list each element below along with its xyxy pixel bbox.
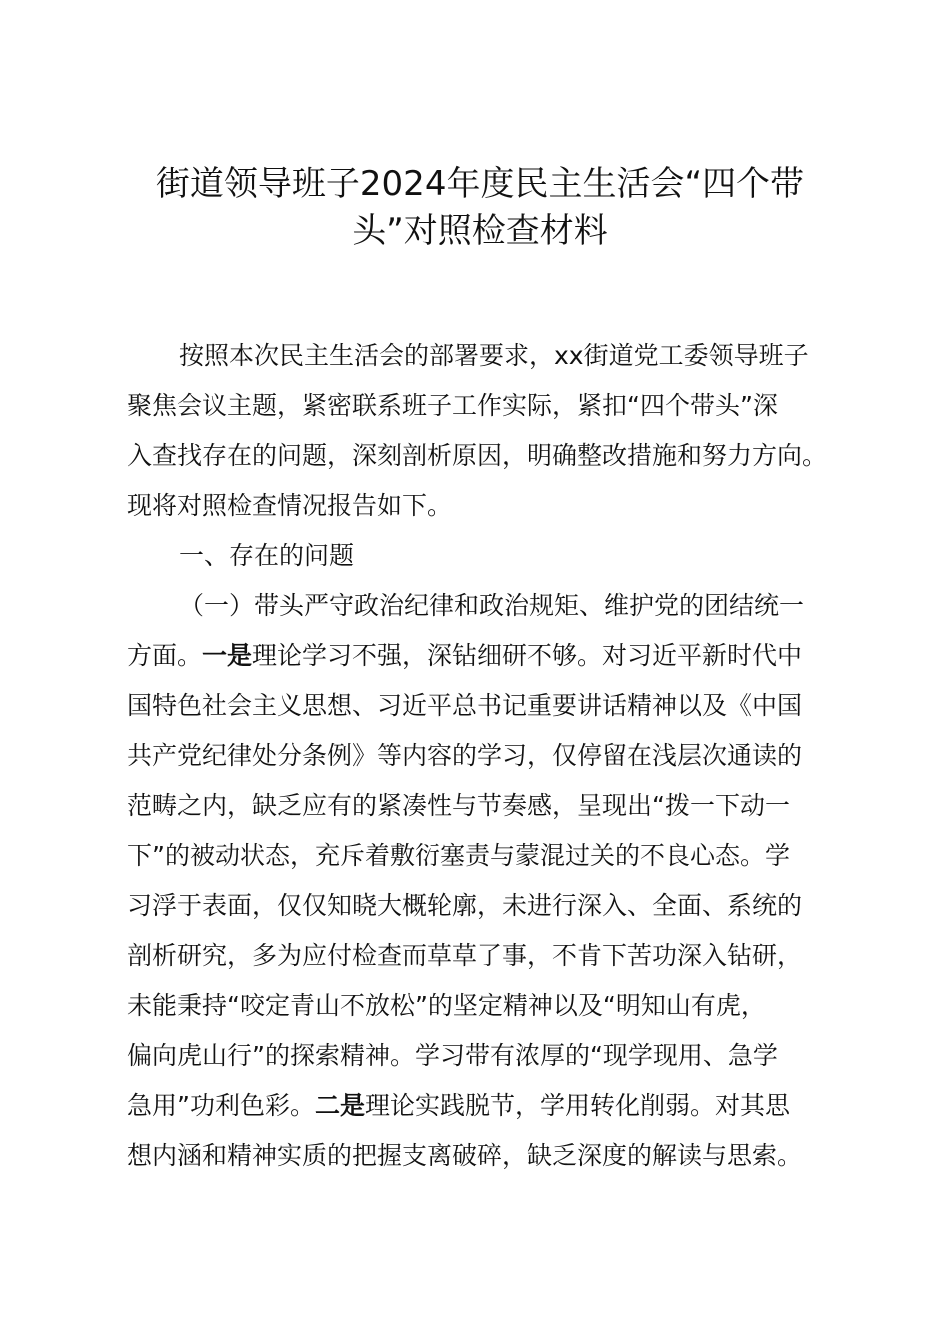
emphasis-label: 一是 <box>202 641 253 670</box>
body-line <box>127 1081 839 1131</box>
body-line: 想内涵和精神实质的把握支离破碎，缺乏深度的解读与思索。 <box>127 1141 803 1170</box>
body-text-segment: 急用”功利色彩。 <box>127 1091 315 1120</box>
body-line: 偏向虎山行”的探索精神。学习带有浓厚的“现学现用、急学 <box>127 1041 778 1070</box>
body-line: 剖析研究，多为应付检查而草草了事，不肯下苦功深入钻研， <box>127 941 803 970</box>
body-line: 国特色社会主义思想、习近平总书记重要讲话精神以及《中国 <box>127 691 803 720</box>
body-text-segment: 方面。 <box>127 641 203 670</box>
document-title-line-1: 街道领导班子2024年度民主生活会“四个带 <box>155 164 805 204</box>
body-line: 范畴之内，缺乏应有的紧凑性与节奏感，呈现出“拨一下动一 <box>127 791 790 820</box>
body-line: 共产党纪律处分条例》等内容的学习，仅停留在浅层次通读的 <box>127 741 803 770</box>
body-line: 习浮于表面，仅仅知晓大概轮廓，未进行深入、全面、系统的 <box>127 891 803 920</box>
intro-line: 按照本次民主生活会的部署要求，xx街道党工委领导班子 <box>179 341 809 370</box>
body-text-segment: 理论实践脱节，学用转化削弱。对其思 <box>364 1091 790 1120</box>
emphasis-label: 二是 <box>314 1091 365 1120</box>
body-line: 下”的被动状态，充斥着敷衍塞责与蒙混过关的不良心态。学 <box>127 841 790 870</box>
intro-paragraph <box>127 331 839 1181</box>
intro-line: 入查找存在的问题，深刻剖析原因，明确整改措施和努力方向。 <box>127 441 828 470</box>
body-line: 未能秉持“咬定青山不放松”的坚定精神以及“明知山有虎， <box>127 991 766 1020</box>
body-line <box>127 631 839 681</box>
intro-line: 聚焦会议主题，紧密联系班子工作实际，紧扣“四个带头”深 <box>127 391 778 420</box>
body-text-segment: 理论学习不强，深钻细研不够。对习近平新时代中 <box>252 641 803 670</box>
section-heading: 一、存在的问题 <box>179 541 355 570</box>
sub-heading: （一）带头严守政治纪律和政治规矩、维护党的团结统一 <box>179 591 805 620</box>
intro-line: 现将对照检查情况报告如下。 <box>127 491 453 520</box>
document-title-line-2: 头”对照检查材料 <box>352 211 608 251</box>
